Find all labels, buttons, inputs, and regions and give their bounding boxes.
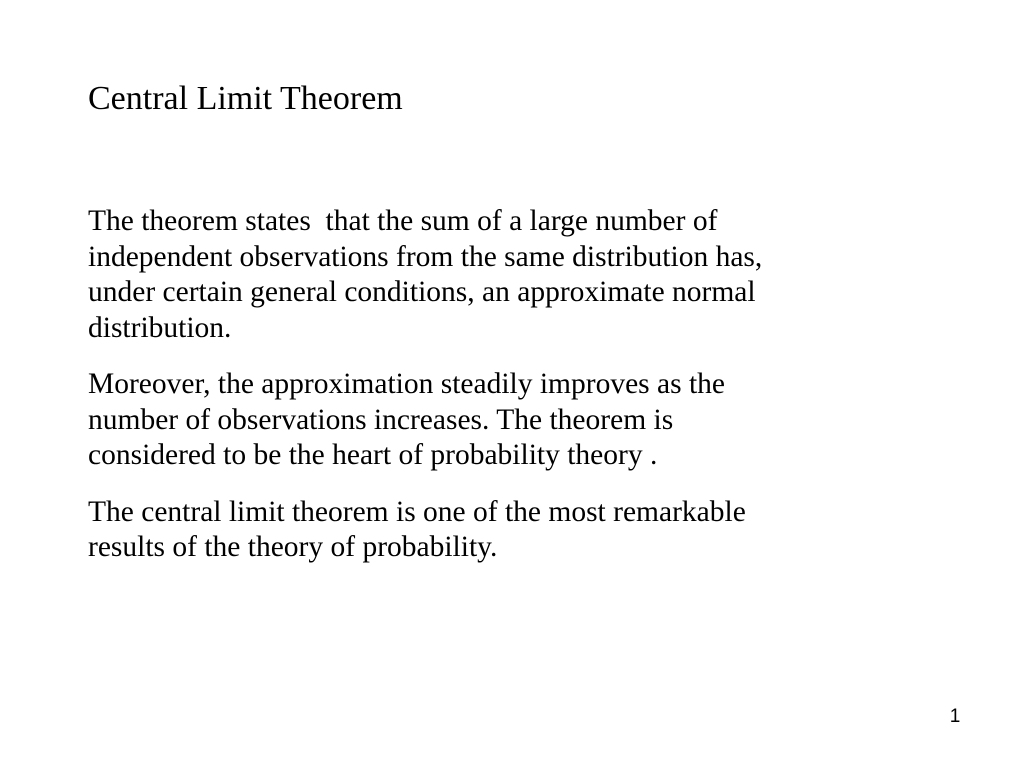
paragraph-line: results of the theory of probability. <box>88 531 498 563</box>
paragraph-line: number of observations increases. The theorem is <box>88 403 674 436</box>
paragraph-line: distribution. <box>88 311 232 344</box>
paragraph-approximation <box>88 367 928 474</box>
paragraph-line: The theorem states that the sum of a large number of <box>88 205 718 237</box>
slide-title: Central Limit Theorem <box>88 80 403 117</box>
page-number: 1 <box>949 706 961 727</box>
paragraph-theorem-statement <box>88 204 928 346</box>
paragraph-line: The central limit theorem is one of the most remarkable <box>88 495 746 528</box>
paragraph-line: under certain general conditions, an approximate normal <box>88 276 756 308</box>
paragraph-line: considered to be the heart of probability theory . <box>88 439 658 471</box>
paragraph-line: independent observations from the same distribution has, <box>88 240 763 273</box>
paragraph-line: Moreover, the approximation steadily improves as the <box>88 368 726 400</box>
paragraph-remarkable-results <box>88 495 928 566</box>
slide-body <box>88 204 928 587</box>
